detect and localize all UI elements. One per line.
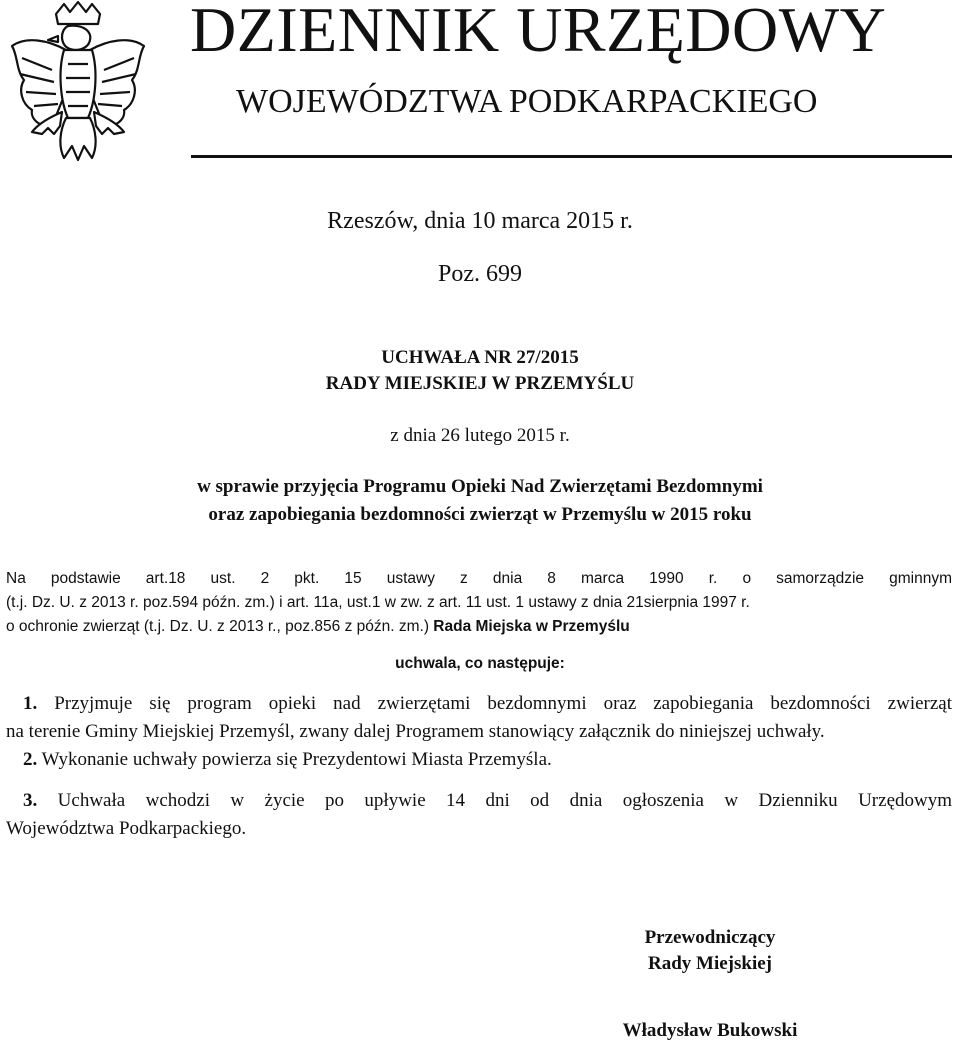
paragraph-line: Województwa Podkarpackiego. xyxy=(6,818,247,839)
position-number: Poz. 699 xyxy=(438,261,522,287)
paragraph-line xyxy=(6,746,952,774)
place-date: Rzeszów, dnia 10 marca 2015 r. xyxy=(327,208,633,234)
paragraph-text: Przyjmuje się program opieki nad zwierzętami bezdomnymi oraz zapobiegania bezdomności zwierząt xyxy=(37,693,952,714)
paragraph-text: Uchwała wchodzi w życie po upływie 14 dni od dnia ogłoszenia w Dzienniku Urzędowym xyxy=(37,790,952,811)
masthead-title: DZIENNIK URZĘDOWY xyxy=(190,0,887,65)
resolution-council: RADY MIEJSKIEJ W PRZEMYŚLU xyxy=(325,373,635,394)
resolution-date: z dnia 26 lutego 2015 r. xyxy=(390,425,570,446)
paragraph-number: 3. xyxy=(23,790,38,811)
signature-body: Rady Miejskiej xyxy=(647,953,772,974)
paragraph-number: 2. xyxy=(23,749,38,770)
paragraph-3 xyxy=(6,787,952,843)
legal-basis-line: (t.j. Dz. U. z 2013 r. poz.594 późn. zm.) i art. 11a, ust.1 w zw. z art. 11 ust. 1 ustawy z dnia 21sierpnia 1997 r. xyxy=(6,594,750,611)
paragraph-number: 1. xyxy=(23,693,38,714)
subject-line: oraz zapobiegania bezdomności zwierząt w Przemyślu w 2015 roku xyxy=(208,504,752,525)
subject-line: w sprawie przyjęcia Programu Opieki Nad Zwierzętami Bezdomnymi xyxy=(197,476,763,497)
signature-role: Przewodniczący xyxy=(644,927,776,948)
legal-basis-text: o ochronie zwierząt (t.j. Dz. U. z 2013 r., poz.856 z późn. zm.) xyxy=(6,618,434,635)
paragraph-1 xyxy=(6,690,952,746)
masthead-divider xyxy=(191,155,952,158)
legal-basis xyxy=(6,567,952,639)
enacting-clause: uchwala, co następuje: xyxy=(395,655,565,672)
council-name: Rada Miejska w Przemyślu xyxy=(433,618,630,635)
resolution-title: UCHWAŁA NR 27/2015 xyxy=(381,347,579,368)
polish-eagle-emblem-icon xyxy=(8,0,148,162)
paragraph-line: na terenie Gminy Miejskiej Przemyśl, zwany dalej Programem stanowiący załącznik do niniejszej uchwały. xyxy=(6,721,825,742)
legal-basis-line xyxy=(6,615,952,639)
paragraph-text: Wykonanie uchwały powierza się Prezydentowi Miasta Przemyśla. xyxy=(37,749,552,770)
masthead-subtitle: WOJEWÓDZTWA PODKARPACKIEGO xyxy=(236,83,818,120)
paragraph-line xyxy=(6,787,952,815)
resolution-subject xyxy=(0,473,960,529)
legal-basis-line: Na podstawie art.18 ust. 2 pkt. 15 ustawy z dnia 8 marca 1990 r. o samorządzie gminnym xyxy=(6,570,952,587)
paragraph-2 xyxy=(6,746,952,774)
paragraph-line xyxy=(6,690,952,718)
signature-name: Władysław Bukowski xyxy=(622,1020,798,1041)
